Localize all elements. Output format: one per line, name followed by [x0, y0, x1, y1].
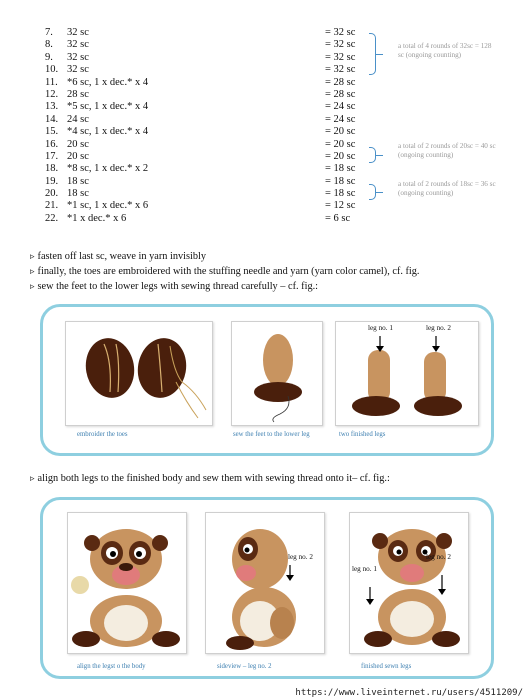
round-result: = 32 sc: [325, 64, 356, 76]
round-num: 21.: [45, 200, 59, 212]
note-text: a total of 2 rounds of 20sc = 40 sc (ongoing counting): [398, 142, 496, 159]
round-instr: *8 sc, 1 x dec.* x 2: [67, 163, 149, 175]
bracket-rounds-19-20: [369, 184, 376, 200]
caption-align-legs: align the legst o the body: [77, 663, 146, 670]
label-leg-1-finished: leg no. 1: [352, 565, 377, 573]
round-instr: *4 sc, 1 x dec.* x 4: [67, 126, 149, 138]
round-num: 18.: [45, 163, 59, 175]
source-url[interactable]: https://www.liveinternet.ru/users/4511209/: [295, 688, 523, 698]
photo-sideview: [205, 512, 325, 654]
round-instr: *5 sc, 1 x dec.* x 4: [67, 101, 149, 113]
round-instr: 32 sc: [67, 27, 89, 38]
round-instr: *1 sc, 1 x dec.* x 6: [67, 200, 149, 212]
bullet-icon: ▹: [30, 281, 35, 292]
round-num: 7.: [45, 27, 53, 38]
step-align-legs: ▹ align both legs to the finished body and sew them with sewing thread onto it– cf. fig.:: [30, 473, 390, 484]
round-row: [45, 39, 385, 51]
round-result: = 24 sc: [325, 101, 356, 113]
round-row: [45, 77, 385, 89]
round-instr: 20 sc: [67, 150, 89, 162]
bullet-icon: ▹: [30, 473, 35, 483]
round-result: = 28 sc: [325, 88, 356, 100]
round-row: [45, 101, 385, 113]
round-result: = 32 sc: [325, 51, 356, 63]
round-num: 20.: [45, 188, 59, 200]
round-result: = 24 sc: [325, 113, 356, 125]
round-num: 8.: [45, 39, 53, 51]
round-num: 14.: [45, 113, 59, 125]
photo-align-legs: [67, 512, 187, 654]
round-instr: *1 x dec.* x 6: [67, 212, 127, 224]
caption-sideview: sideview – leg no. 2: [217, 663, 272, 670]
round-num: 9.: [45, 51, 53, 63]
round-row: [45, 139, 385, 151]
round-num: 12.: [45, 88, 59, 100]
instruction-steps: [30, 249, 420, 295]
meerkat-side-image: [206, 513, 324, 653]
feet-brown-image: [66, 322, 212, 425]
round-instr: 18 sc: [67, 188, 89, 200]
bracket-rounds-16-17: [369, 147, 376, 163]
two-legs-image: [336, 322, 478, 425]
round-result: = 32 sc: [325, 27, 356, 38]
round-result: = 20 sc: [325, 126, 356, 138]
bracket-rounds-7-10: [369, 33, 376, 75]
round-result: = 12 sc: [325, 200, 356, 212]
round-result: = 32 sc: [325, 39, 356, 51]
round-instr: 28 sc: [67, 88, 89, 100]
round-num: 22.: [45, 212, 59, 224]
round-instr: 32 sc: [67, 51, 89, 63]
round-row: [45, 176, 385, 188]
round-row: [45, 163, 385, 175]
round-num: 16.: [45, 138, 59, 150]
caption-embroider-toes: embroider the toes: [77, 431, 128, 438]
round-instr: 32 sc: [67, 39, 89, 51]
round-row: [45, 114, 385, 126]
round-row: [45, 27, 385, 39]
round-row: [45, 64, 385, 76]
round-result: = 18 sc: [325, 188, 356, 200]
round-num: 15.: [45, 126, 59, 138]
photo-sew-feet: [231, 321, 323, 426]
round-result: = 28 sc: [325, 76, 356, 88]
photo-embroider-toes: [65, 321, 213, 426]
round-instr: *6 sc, 1 x dec.* x 4: [67, 76, 149, 88]
round-result: = 20 sc: [325, 150, 356, 162]
round-instr: 18 sc: [67, 175, 89, 187]
note-rounds-18sc: [398, 180, 498, 198]
bullet-icon: ▹: [30, 266, 35, 277]
round-result: = 6 sc: [325, 212, 351, 224]
figure-panel-body: [40, 497, 494, 679]
round-num: 11.: [45, 76, 58, 88]
meerkat-finished-image: [350, 513, 468, 653]
round-num: 19.: [45, 175, 59, 187]
round-instr: 24 sc: [67, 113, 89, 125]
round-num: 10.: [45, 64, 59, 76]
note-rounds-20sc: [398, 142, 498, 160]
round-num: 17.: [45, 150, 59, 162]
round-row: [45, 52, 385, 64]
label-leg-2: leg no. 2: [426, 324, 451, 332]
note-text: a total of 4 rounds of 32sc = 128 sc (ongoing counting): [398, 42, 492, 59]
label-leg-2-side: leg no. 2: [288, 553, 313, 561]
round-row: [45, 89, 385, 101]
round-result: = 18 sc: [325, 163, 356, 175]
caption-finished-legs: finished sewn legs: [361, 663, 412, 670]
round-row: [45, 213, 385, 225]
round-result: = 18 sc: [325, 175, 356, 187]
round-instr: 20 sc: [67, 138, 89, 150]
figure-panel-feet: [40, 304, 494, 456]
note-text: a total of 2 rounds of 18sc = 36 sc (ongoing counting): [398, 180, 496, 197]
bullet-icon: ▹: [30, 251, 35, 261]
round-result: = 20 sc: [325, 138, 356, 150]
round-row: [45, 126, 385, 138]
step-sew-feet: ▹ sew the feet to the lower legs with sewing thread carefully – cf. fig.:: [30, 281, 319, 293]
caption-sew-feet: sew the feet to the lower leg: [233, 431, 310, 438]
round-row: [45, 188, 385, 200]
rounds-list: [45, 27, 385, 225]
round-num: 13.: [45, 101, 59, 113]
label-leg-1: leg no. 1: [368, 324, 393, 332]
leg-with-foot-image: [232, 322, 322, 425]
step-fasten-off: ▹ fasten off last sc, weave in yarn invisibly: [30, 251, 207, 262]
meerkat-front-image: [68, 513, 186, 653]
photo-finished-legs: [349, 512, 469, 654]
round-row: [45, 200, 385, 212]
caption-two-legs: two finished legs: [339, 431, 386, 438]
round-instr: 32 sc: [67, 64, 89, 76]
note-rounds-32sc: [398, 42, 498, 60]
round-row: [45, 151, 385, 163]
step-embroider-toes: ▹ finally, the toes are embroidered with the stuffing needle and yarn (yarn color camel), cf. fig.: [30, 266, 420, 278]
label-leg-2-finished: leg no. 2: [426, 553, 451, 561]
photo-two-legs: [335, 321, 479, 426]
